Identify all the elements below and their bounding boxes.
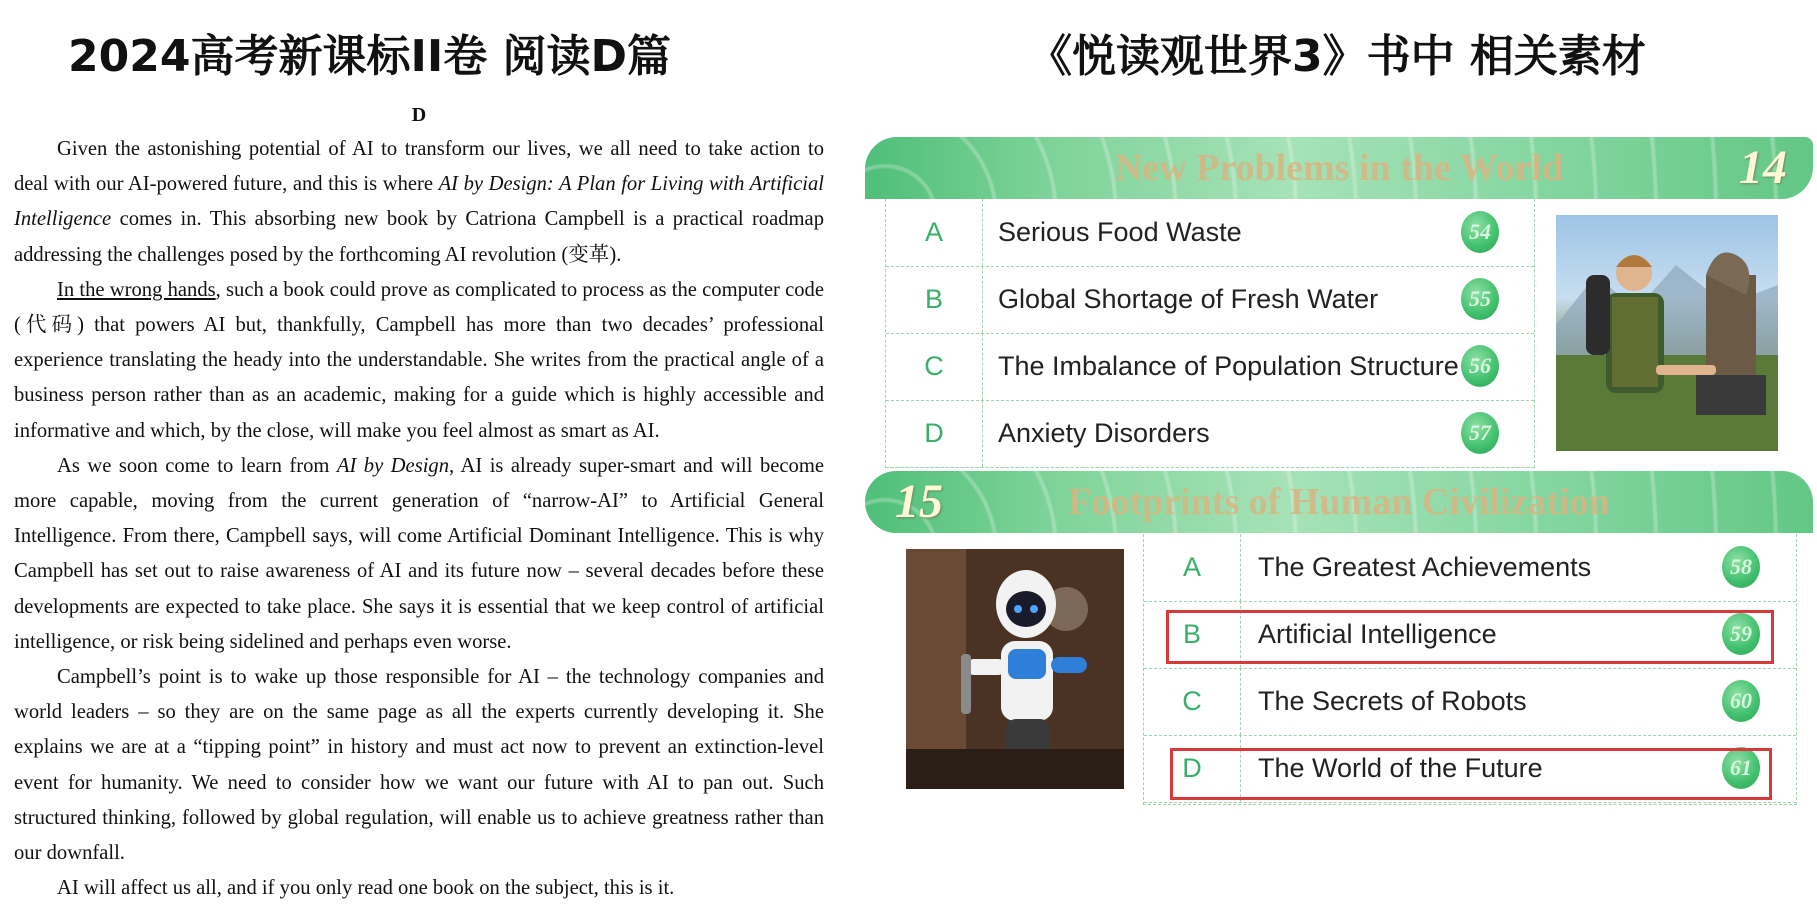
hiker-illustration bbox=[1556, 215, 1778, 451]
robot-illustration bbox=[906, 549, 1124, 789]
paragraph-3-text-b: , AI is already super-smart and will become more capable, moving from the current generation of “narrow-AI” to Artificial General Intelligence. From there, Campbell says, will come Artificial Dominant Intelligence. This is why Campbell has set out to raise awareness of AI and its future now – several decades before these developments are expected to take place. She says it is essential that we keep control of artificial intelligence, or risk being sidelined and perhaps even worse. bbox=[14, 454, 824, 653]
page-number-badge: 59 bbox=[1722, 613, 1760, 655]
item-letter: B bbox=[886, 266, 983, 333]
highlight-box-world-of-future bbox=[1170, 748, 1772, 800]
toc-row bbox=[1144, 534, 1796, 602]
paragraph-4: Campbell’s point is to wake up those responsible for AI – the technology companies and world leaders – so they are on the same page as all the experts currently developing it. She explains we are at a “tipping point” in history and must act now to prevent an extinction-level event for humanity. We need to consider how we want our future with AI to pan out. Such structured thinking, followed by global regulation, will enable us to achieve greatness rather than our downfall. bbox=[14, 666, 824, 865]
page-title-right: 《悦读观世界3》书中 相关素材 bbox=[1028, 31, 1646, 82]
page-number-badge: 54 bbox=[1461, 211, 1499, 253]
book-title: AI by Design: A Plan for Living with Artificial Intelligence bbox=[14, 173, 824, 231]
toc-row bbox=[886, 333, 1534, 401]
item-letter: D bbox=[886, 400, 983, 467]
item-letter: A bbox=[886, 199, 983, 266]
page-number-badge: 58 bbox=[1722, 546, 1760, 588]
item-letter: C bbox=[886, 333, 983, 400]
item-title: The World of the Future bbox=[1258, 753, 1543, 783]
toc-row bbox=[886, 400, 1534, 468]
unit-15-title: Footprints of Human Civilization bbox=[1068, 481, 1610, 523]
item-title: Artificial Intelligence bbox=[1258, 619, 1497, 649]
reading-passage bbox=[14, 100, 824, 906]
page-number-badge: 61 bbox=[1722, 747, 1760, 789]
unit-14-banner bbox=[865, 137, 1813, 199]
unit-15-number: 15 bbox=[895, 475, 943, 528]
highlight-box-artificial-intelligence bbox=[1166, 610, 1774, 664]
item-title: Global Shortage of Fresh Water bbox=[998, 284, 1379, 314]
book-title-short: AI by Design bbox=[336, 454, 450, 477]
paragraph-3 bbox=[14, 449, 824, 660]
underlined-phrase: In the wrong hands bbox=[57, 278, 216, 301]
item-letter: D bbox=[1144, 735, 1241, 802]
paragraph-2-text: , such a book could prove as complicated to process as the computer code (代码) that powers AI but, thankfully, Campbell has more than two decades’ professional experience translating the heady into the understandable. She writes from the practical angle of a business person rather than as an academic, making for a guide which is highly accessible and informative and which, by the close, will make you feel almost as smart as AI. bbox=[14, 278, 824, 442]
unit-14-number: 14 bbox=[1739, 141, 1787, 194]
toc-row bbox=[886, 199, 1534, 267]
page-number-badge: 55 bbox=[1461, 278, 1499, 320]
passage-heading: D bbox=[411, 104, 427, 126]
item-letter: C bbox=[1144, 668, 1241, 735]
item-title: The Imbalance of Population Structure bbox=[998, 351, 1459, 381]
toc-row bbox=[886, 266, 1534, 334]
hiker-photo bbox=[1556, 215, 1778, 451]
item-title: Anxiety Disorders bbox=[998, 418, 1210, 448]
paragraph-1-text-b: comes in. This absorbing new book by Catriona Campbell is a practical roadmap addressing the challenges posed by the forthcoming AI revolution (变革). bbox=[14, 208, 824, 266]
unit-15-banner bbox=[865, 471, 1813, 533]
item-letter: A bbox=[1144, 534, 1241, 601]
item-letter: B bbox=[1144, 601, 1241, 668]
paragraph-3-text-a: As we soon come to learn from bbox=[57, 454, 337, 477]
robot-photo bbox=[906, 549, 1124, 789]
page-number-badge: 57 bbox=[1461, 412, 1499, 454]
item-title: The Greatest Achievements bbox=[1258, 552, 1592, 582]
page-title-left: 2024高考新课标II卷 阅读D篇 bbox=[68, 31, 672, 82]
page-number-badge: 60 bbox=[1722, 680, 1760, 722]
unit-14-contents bbox=[885, 199, 1535, 468]
paragraph-1 bbox=[14, 132, 824, 273]
paragraph-2 bbox=[14, 273, 824, 449]
toc-row bbox=[1144, 668, 1796, 736]
item-title: The Secrets of Robots bbox=[1258, 686, 1527, 716]
paragraph-5: AI will affect us all, and if you only read one book on the subject, this is it. bbox=[57, 877, 675, 900]
paragraph-1-text-a: Given the astonishing potential of AI to transform our lives, we all need to take action to deal with our AI-powered future, and this is where bbox=[14, 138, 824, 196]
unit-14-title: New Problems in the World bbox=[1114, 147, 1564, 189]
item-title: Serious Food Waste bbox=[998, 217, 1242, 247]
page-number-badge: 56 bbox=[1461, 345, 1499, 387]
